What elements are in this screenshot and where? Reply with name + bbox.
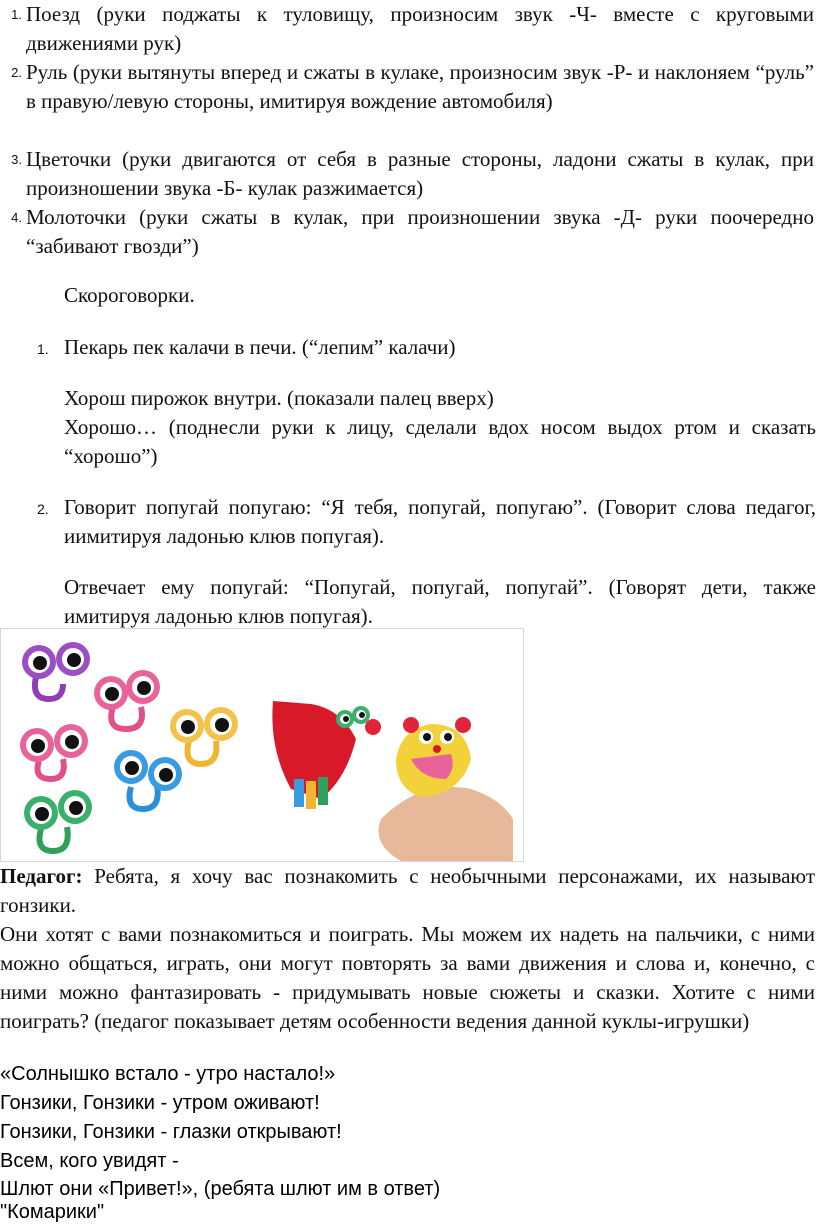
twister-text: Говорит попугай попугаю: “Я тебя, попугай, попугаю”. (Говорит слова педагог, иимитируя ладонью клюв попугая). xyxy=(64,495,816,548)
poem-line-6: "Комарики" xyxy=(0,1201,105,1223)
teacher-paragraph xyxy=(0,862,815,920)
purple-googly-ring xyxy=(22,642,90,699)
twister-number: 2. xyxy=(37,501,49,517)
twister-1-line1 xyxy=(37,333,816,362)
poem-line-4: Всем, кого увидят - xyxy=(0,1150,179,1172)
green-googly-ring xyxy=(24,790,92,851)
exercise-4 xyxy=(11,203,814,261)
poem-line-5: Шлют они «Привет!», (ребята шлют им в ответ) xyxy=(0,1178,441,1200)
puppets-illustration xyxy=(1,629,523,861)
exercise-text: Молоточки (руки сжаты в кулак, при произношении звука -Д- руки поочередно “забивают гвозди”) xyxy=(26,205,814,258)
poem-line-3: Гонзики, Гонзики - глазки открывают! xyxy=(0,1121,342,1143)
poem-line-2: Гонзики, Гонзики - утром оживают! xyxy=(0,1092,320,1114)
pink-googly-ring-2 xyxy=(20,724,88,779)
tongue-twisters-heading: Скороговорки. xyxy=(64,283,195,307)
exercise-text: Руль (руки вытянуты вперед и сжаты в кулаке, произносим звук -Р- и наклоняем “руль” в правую/левую стороны, имитируя вождение автомобиля) xyxy=(26,60,814,113)
teacher-paragraph-2: Они хотят с вами познакомиться и поиграть. Мы можем их надеть на пальчики, с ними можно общаться, играть, они могут повторять за вами движения и слова и, конечно, с ними можно фантазировать - придумывать новые сюжеты и сказки. Хотите с ними поиграть? (педагог показывает детям особенности ведения данной куклы-игрушки) xyxy=(0,922,815,1033)
exercise-text: Цветочки (руки двигаются от себя в разные стороны, ладони сжаты в кулак, при произношении звука -Б- кулак разжимается) xyxy=(26,147,814,200)
exercise-text: Поезд (руки поджаты к туловищу, произносим звук -Ч- вместе с круговыми движениями рук) xyxy=(26,2,814,55)
exercise-2 xyxy=(11,58,814,116)
exercise-number: 2. xyxy=(11,65,22,80)
twister-1-line2: Хорош пирожок внутри. (показали палец вверх) xyxy=(64,386,494,410)
yellow-googly-ring xyxy=(170,707,238,764)
finger-puppets-photo xyxy=(0,628,524,862)
hand-with-mouse-puppet xyxy=(379,717,514,861)
poem-line-1: «Солнышко встало - утро настало!» xyxy=(0,1063,336,1085)
twister-2-line1 xyxy=(37,493,816,551)
blue-googly-ring xyxy=(114,750,182,809)
red-glove-puppet xyxy=(272,701,381,809)
exercise-number: 4. xyxy=(11,210,22,225)
twister-number: 1. xyxy=(37,341,49,357)
exercise-1 xyxy=(11,0,814,58)
teacher-text: Ребята, я хочу вас познакомить с необычными персонажами, их называют гонзики. xyxy=(0,864,815,917)
exercise-number: 1. xyxy=(11,7,22,22)
pink-googly-ring xyxy=(94,670,160,729)
twister-2-line2: Отвечает ему попугай: “Попугай, попугай, попугай”. (Говорят дети, также имитируя ладонью клюв попугая). xyxy=(64,575,816,628)
twister-1-line3: Хорошо… (поднесли руки к лицу, сделали вдох носом выдох ртом и сказать “хорошо”) xyxy=(64,415,816,468)
exercise-3 xyxy=(11,145,814,203)
twister-text: Пекарь пек калачи в печи. (“лепим” калачи) xyxy=(64,335,456,359)
teacher-label: Педагог: xyxy=(0,864,83,888)
exercise-number: 3. xyxy=(11,152,22,167)
